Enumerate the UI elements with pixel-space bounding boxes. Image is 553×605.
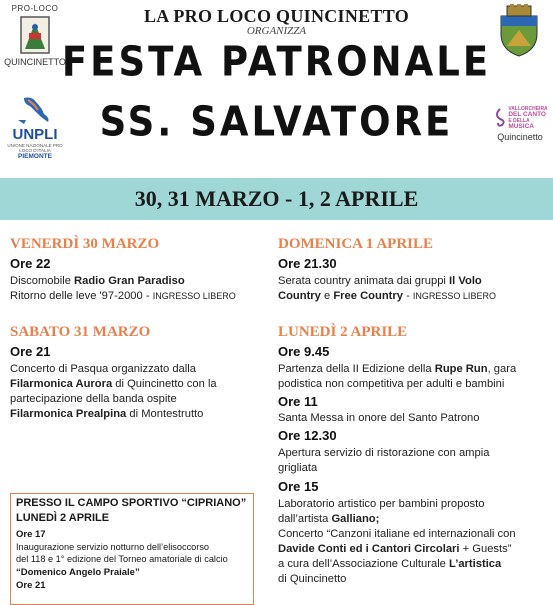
box-title: PRESSO IL CAMPO SPORTIVO “CIPRIANO” bbox=[16, 497, 247, 509]
rupe-run: Rupe Run bbox=[434, 363, 488, 375]
organizer-title: LA PRO LOCO QUINCINETTO bbox=[143, 6, 410, 26]
monday-time4: Ore 15 bbox=[278, 479, 319, 494]
proloco-top-text: PRO-LOCO bbox=[11, 4, 59, 13]
unpli-region: PIEMONTE bbox=[18, 153, 52, 160]
box-time1: Ore 17 bbox=[16, 529, 46, 540]
free-entry-label: INGRESSO LIBERO bbox=[152, 291, 236, 301]
unpli-subtitle: UNIONE NAZIONALE PRO LOCO D'ITALIA bbox=[7, 143, 63, 153]
box-day: LUNEDÌ 2 APRILE bbox=[16, 512, 110, 524]
sunday-line2 bbox=[278, 289, 496, 304]
canto-line2: DEL CANTO bbox=[508, 111, 546, 118]
friday-time: Ore 22 bbox=[10, 256, 51, 271]
friday-line1 bbox=[10, 274, 185, 289]
day-sunday-heading: DOMENICA 1 APRILE bbox=[278, 236, 434, 252]
monday-time1: Ore 9.45 bbox=[278, 344, 330, 359]
saturday-line2-text: di Quincinetto con la bbox=[112, 378, 217, 390]
monday-line6: Laboratorio artistico per bambini proposto bbox=[278, 498, 485, 510]
treble-clef-icon bbox=[492, 107, 508, 129]
filarmonica-prealpina: Filarmonica Prealpina bbox=[10, 408, 127, 420]
and-word: e bbox=[320, 290, 334, 302]
filarmonica-aurora: Filarmonica Aurora bbox=[10, 378, 113, 390]
monday-line2: podistica non competitiva per adulti e bambini bbox=[278, 378, 505, 390]
monday-line1 bbox=[278, 362, 516, 377]
italy-map-icon bbox=[12, 96, 58, 126]
coat-of-arms-logo bbox=[497, 4, 541, 63]
canto-place: Quincinetto bbox=[497, 132, 543, 142]
friday-line2-text: Ritorno delle leve '97-2000 - bbox=[10, 290, 153, 302]
box-line3: “Domenico Angelo Praiale” bbox=[16, 567, 140, 578]
dates-text: 30, 31 MARZO - 1, 2 APRILE bbox=[134, 186, 419, 211]
saturday-line3: partecipazione della banda ospite bbox=[10, 393, 177, 405]
main-title-line1: FESTA PATRONALE bbox=[61, 37, 492, 86]
canto-logo bbox=[488, 106, 552, 142]
il-volo: Il Volo bbox=[449, 275, 482, 287]
free-country: Free Country bbox=[333, 290, 403, 302]
monday-line4: Apertura servizio di ristorazione con ampia bbox=[278, 447, 490, 459]
canto-line4: MUSICA bbox=[508, 123, 534, 130]
monday-line1-text: Partenza della II Edizione della bbox=[278, 363, 435, 375]
box-time2: Ore 21 bbox=[16, 580, 46, 591]
monday-line5: grigliata bbox=[278, 462, 318, 474]
saturday-line4 bbox=[10, 407, 203, 422]
galliano: Galliano; bbox=[331, 513, 380, 525]
monday-line9-tail: + Guests” bbox=[459, 543, 512, 555]
dash: - bbox=[402, 290, 413, 302]
free-entry-label-2: INGRESSO LIBERO bbox=[412, 291, 496, 301]
day-friday-heading: VENERDÌ 30 MARZO bbox=[10, 236, 160, 252]
sunday-line1-text: Serata country animata dai gruppi bbox=[278, 275, 450, 287]
monday-line11: di Quincinetto bbox=[278, 573, 347, 585]
saturday-line4-text: di Montestrutto bbox=[126, 408, 204, 420]
main-title-line2: SS. SALVATORE bbox=[99, 97, 454, 146]
monday-line8: Concerto “Canzoni italiane ed internazionali con bbox=[278, 528, 516, 540]
monday-line3: Santa Messa in onore del Santo Patrono bbox=[278, 412, 480, 424]
box-line2: del 118 e 1° edizione del Torneo amatoriale di calcio bbox=[16, 554, 228, 564]
saturday-time: Ore 21 bbox=[10, 344, 51, 359]
monday-time3: Ore 12.30 bbox=[278, 428, 337, 443]
day-monday-heading: LUNEDÌ 2 APRILE bbox=[278, 324, 408, 340]
sunday-time: Ore 21.30 bbox=[278, 256, 337, 271]
saturday-line2 bbox=[10, 377, 217, 392]
unpli-text: UNPLI bbox=[12, 126, 58, 143]
unpli-logo bbox=[2, 96, 68, 160]
proloco-logo bbox=[2, 4, 68, 67]
lartistica: L’artistica bbox=[449, 558, 502, 570]
monday-line7-text: dall’artista bbox=[278, 513, 332, 525]
day-saturday-heading: SABATO 31 MARZO bbox=[10, 324, 151, 340]
country-word: Country bbox=[278, 290, 321, 302]
monday-line10-text: a cura dell’Associazione Culturale bbox=[278, 558, 450, 570]
monday-time2: Ore 11 bbox=[278, 394, 318, 409]
proloco-emblem-icon bbox=[15, 13, 55, 57]
friday-line1-text: Discomobile bbox=[10, 275, 75, 287]
davide-conti: Davide Conti ed i Cantori Circolari bbox=[278, 543, 460, 555]
monday-line1-tail: , gara bbox=[487, 363, 517, 375]
proloco-bottom-text: QUINCINETTO bbox=[4, 57, 66, 67]
monday-line10 bbox=[278, 557, 501, 572]
monday-line7 bbox=[278, 512, 379, 527]
box-line1: Inaugurazione servizio notturno dell’elisoccorso bbox=[16, 542, 210, 552]
sunday-line1 bbox=[278, 274, 482, 289]
organizza-label: ORGANIZZA bbox=[246, 25, 307, 37]
radio-gran-paradiso: Radio Gran Paradiso bbox=[74, 275, 185, 287]
saturday-line1: Concerto di Pasqua organizzato dalla bbox=[10, 363, 196, 375]
friday-line2 bbox=[10, 289, 236, 304]
canto-line1: VALLORCHEIRA bbox=[508, 106, 548, 112]
crest-icon bbox=[497, 4, 541, 58]
canto-line3: E DELLA bbox=[508, 118, 530, 124]
monday-line9 bbox=[278, 542, 511, 557]
